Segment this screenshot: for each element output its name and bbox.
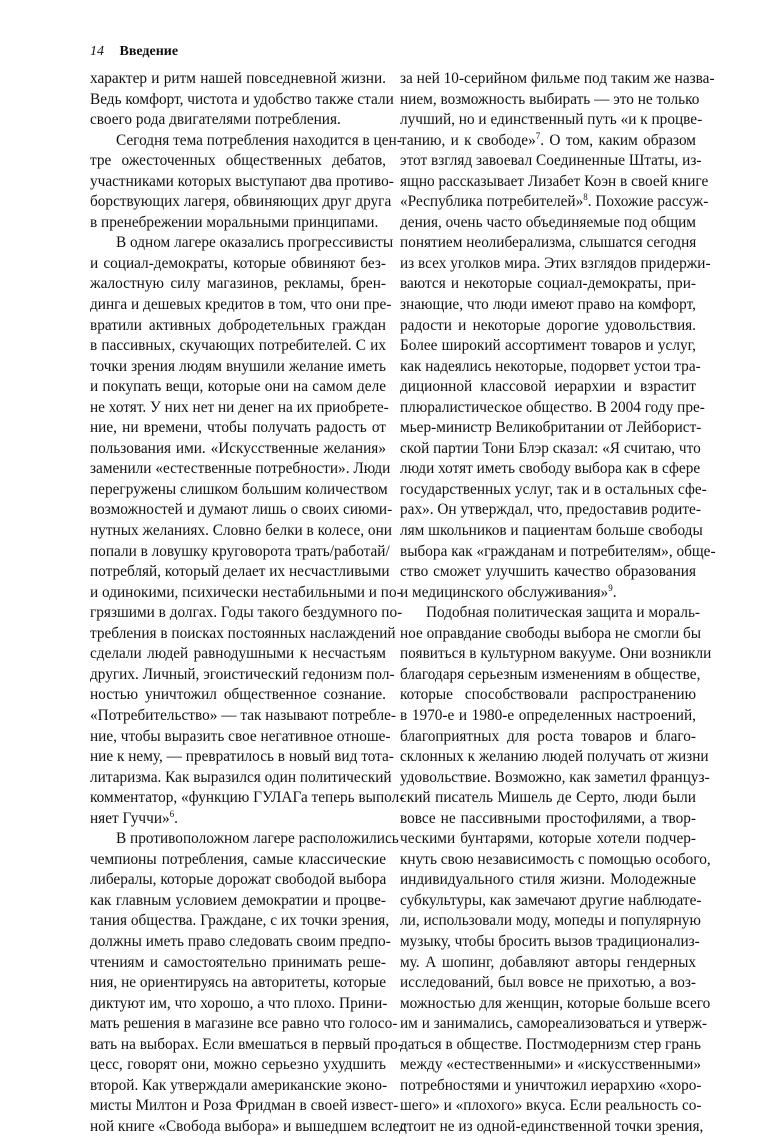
text-line: динга и дешевых кредитов в том, что они пре- [90,296,392,314]
text-line: чемпионы потребления, самые классические [90,850,386,868]
text-line: этот взгляд завоевал Соединенные Штаты, из- [400,152,702,170]
text-line: пользования ими. «Искусственные желания» [90,439,386,457]
text-line: и социал-демократы, которые обвиняют без- [90,254,386,272]
text-line: в пренебрежении моральными принципами. [90,213,379,231]
text-fragment: . О том, каким образом [540,131,696,149]
text-line: появиться в культурном вакууме. Они возникли [400,645,712,663]
text-line: борствующих лагеря, обвиняющих друг друга [90,193,392,211]
text-line: характер и ритм нашей повседневной жизни. [90,70,386,87]
text-line: заменили «естественные потребности». Люди [90,460,391,478]
text-line: ваются и некоторые социал-демократы, при- [400,275,696,293]
text-line: вратили активных добродетельных граждан [90,316,386,334]
text-line: Сегодня тема потребления находится в цен- [116,131,402,149]
text-line: ский писатель Мишель де Серто, люди были [400,789,696,807]
text-line: удовольствие. Возможно, как заметил француз- [400,768,710,786]
text-line: ние, ни времени, чтобы получать радость от [90,419,386,437]
text-line: из всех уголков мира. Этих взглядов придержи- [400,254,711,272]
text-line: лям школьников и пациентам больше свободы [400,522,703,540]
text-line: исследований, был вовсе не прихотью, а воз- [400,974,696,992]
text-line: как надеялись некоторые, подорвет устои тра- [400,357,701,375]
text-line: ческими бунтарями, которые хотели подчер- [400,830,696,848]
text-line: кнуть свою независимость с помощью особого, [400,850,711,868]
text-line: можностью для женщин, которые больше всего [400,994,711,1012]
text-line: радости и некоторые дорогие удовольствия. [400,316,696,334]
text-line: ния, не ориентируясь на авторитеты, которые [90,974,386,992]
text-line-with-footnote: и медицинского обслуживания»$^9$. [400,582,617,601]
footnote-marker: 9 [608,582,613,593]
text-line: нием, возможность выбирать — это не только [400,90,700,108]
text-line: и покупать вещи, которые они на самом деле [90,378,386,396]
text-line: как главным условием демократии и процве- [90,891,386,909]
text-fragment: «Республика потребителей» [400,193,584,211]
text-line: рах». Он утверждал, что, предоставив родите- [400,501,701,519]
text-line: Подобная политическая защита и мораль- [426,604,701,622]
right-text-column [400,69,716,1137]
text-fragment: и медицинского обслуживания» [400,583,609,601]
text-line: мисты Милтон и Роза Фридман в своей извест- [90,1097,399,1115]
text-line: ящно рассказывает Лизабет Коэн в своей книге [400,172,709,190]
footnote-marker: 8 [583,192,588,203]
left-text-column [90,69,407,1137]
text-line: диционной классовой иерархии и взрастит [400,378,696,396]
text-line: люди хотят иметь свободу выбора как в сфере [400,460,701,478]
text-fragment: . Похожие рассуж- [587,193,709,211]
text-line: литаризма. Как выразился один политический [90,768,392,786]
text-line: им и занимались, самореализоваться и утверж- [400,1015,708,1033]
text-line: стоит не из одной-единственной точки зрения, [400,1117,704,1135]
text-line: государственных услуг, так и в остальных сфе- [400,480,707,498]
text-line: благодаря серьезным изменениям в обществе, [400,665,701,683]
text-line: вовсе не пассивными простофилями, а твор- [400,809,696,827]
text-line-with-footnote: няет Гуччи»$^6$. [90,808,178,827]
text-line: Ведь комфорт, чистота и удобство также стали [90,90,394,108]
text-line: склонных к желанию людей получать от жизни [400,748,709,766]
text-line: благоприятных для роста товаров и благо- [400,727,696,745]
text-line: ностью уничтожил общественное сознание. [90,686,386,704]
text-line: нутных желаниях. Словно белки в колесе, они [90,522,392,540]
text-line: мьер-министр Великобритании от Лейборист- [400,419,702,437]
text-line: мать решения в магазине все равно что голосо- [90,1015,398,1033]
section-title: Введение [119,44,179,59]
text-line: вать на выборах. Если вмешаться в первый про- [90,1035,403,1053]
text-fragment: танию, и к свободе» [400,131,536,149]
text-line: В одном лагере оказались прогрессивисты [116,234,394,252]
text-line: требления в поисках постоянных наслаждений [90,624,396,642]
text-line: второй. Как утверждали американские эконо- [90,1076,388,1094]
text-line: даться в обществе. Постмодернизм стер грань [400,1035,701,1053]
text-line: своего рода двигателями потребления. [90,111,341,129]
footnote-marker: 6 [169,808,175,819]
text-line: лучший, но и единственный путь «и к процве- [400,111,703,129]
text-line: и одинокими, психически нестабильными и по- [90,583,402,601]
text-line: ние, чтобы выразить свое негативное отноше- [90,727,391,745]
text-line: знающие, что люди имеют право на комфорт, [400,296,696,314]
text-line: ской партии Тони Блэр сказал: «Я считаю, что [400,439,701,457]
text-line: за ней 10-серийном фильме под таким же назва- [400,70,715,87]
running-header [90,44,178,60]
text-line: выбора как «гражданам и потребителям», обще- [400,542,716,560]
text-line: понятием неолиберализма, слышатся сегодня [400,234,697,252]
text-line: либералы, которые дорожат свободой выбора [90,871,387,889]
text-line: музыку, чтобы бросить вызов традиционализ- [400,932,700,950]
text-line: дения, очень часто объединяемые под общим [400,213,696,231]
text-line: му. А шопинг, добавляют авторы гендерных [400,953,696,971]
text-line: В противоположном лагере расположились [116,830,399,848]
text-line: должны иметь право следовать своим предпо- [90,932,391,950]
text-line: ное оправдание свободы выбора не смогли бы [400,624,702,642]
text-line: жалостную силу магазинов, рекламы, брен- [90,275,386,293]
text-line: грязшими в долгах. Годы такого бездумного по- [90,604,403,622]
text-line: диктуют им, что хорошо, а что плохо. Прини- [90,994,388,1012]
text-line: между «естественными» и «искусственными» [400,1056,701,1074]
text-line: индивидуального стиля жизни. Молодежные [400,871,696,889]
text-line: ние к нему, — превратилось в новый вид тота- [90,748,394,766]
text-line: которые способствовали распространению [400,686,696,704]
text-line: комментатор, «функцию ГУЛАГа теперь выпол- [90,789,405,807]
text-line: тре ожесточенных общественных дебатов, [90,152,386,170]
text-line: попали в ловушку круговорота трать/работай/ [90,542,390,560]
text-fragment: няет Гуччи» [90,809,170,827]
text-line: ство сможет улучшить качество образования [400,563,696,581]
text-line-with-footnote [400,192,709,213]
text-line: цесс, говорят они, можно серьезно ухудшить [90,1056,386,1074]
text-line: не хотят. У них нет ни денег на их приобрете- [90,398,389,416]
text-line: сделали людей равнодушными к несчастьям [90,645,386,663]
text-line: других. Личный, эгоистический гедонизм пол- [90,665,395,683]
text-line: в пассивных, скучающих потребителей. С их [90,337,386,355]
text-line: ной книге «Свобода выбора» и вышедшем вслед [90,1117,407,1135]
text-line: чтениям и самостоятельно принимать реше- [90,953,386,971]
text-line: потребностями и уничтожил иерархию «хоро- [400,1076,702,1094]
text-line: «Потребительство» — так называют потребле- [90,706,396,724]
text-line: потребляй, который делает их несчастливыми [90,563,390,581]
text-line: плюралистическое общество. В 2004 году пре- [400,398,705,416]
text-line: субкультуры, как замечают другие наблюдате- [400,891,702,909]
text-line-with-footnote [400,131,696,152]
text-line: участниками которых выступают два противо- [90,172,394,190]
text-line: возможностей и думают лишь о своих сиюми- [90,501,393,519]
text-line: шего» и «плохого» вкуса. Если реальность со- [400,1097,702,1115]
text-line: Более широкий ассортимент товаров и услуг, [400,337,696,355]
text-line: точки зрения людям внушили желание иметь [90,357,386,375]
text-line: тания общества. Граждане, с их точки зрения, [90,912,390,930]
text-line: ли, использовали моду, мопеды и популярную [400,912,701,930]
page-number: 14 [90,44,104,59]
footnote-marker: 7 [535,130,541,141]
text-line: в 1970-е и 1980-е определенных настроений, [400,706,696,724]
text-line: перегружены слишком большим количеством [90,480,388,498]
